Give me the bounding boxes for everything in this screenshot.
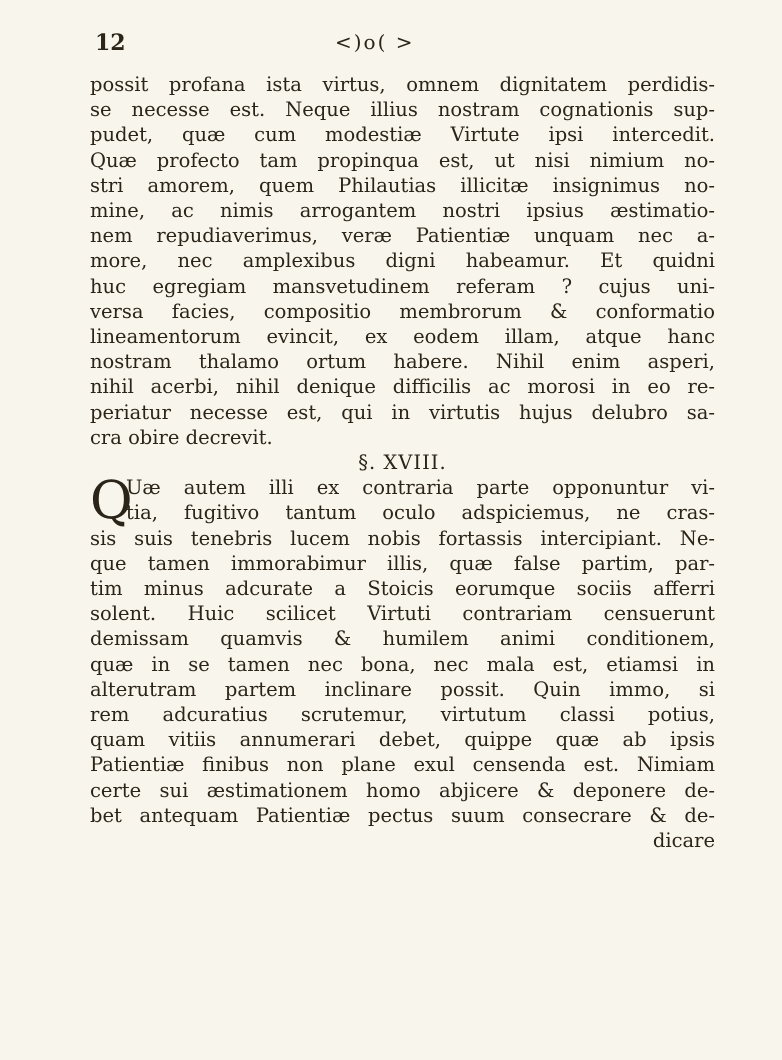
text-line: huc egregiam mansvetudinem referam ? cujus uni- xyxy=(90,274,715,298)
text-line: alterutram partem inclinare possit. Quin immo, si xyxy=(90,677,715,701)
text-line: certe sui æstimationem homo abjicere & deponere de- xyxy=(90,778,715,802)
body-text xyxy=(90,72,715,853)
text-line: quæ in se tamen nec bona, nec mala est, etiamsi in xyxy=(90,652,715,676)
text-line: quam vitiis annumerari debet, quippe quæ ab ipsis xyxy=(90,728,715,752)
text-line: bet antequam Patientiæ pectus suum consecrare & de- xyxy=(90,803,715,827)
text-line: sis suis tenebris lucem nobis fortassis intercipiant. Ne- xyxy=(90,526,715,550)
text-line: pudet, quæ cum modestiæ Virtute ipsi intercedit. xyxy=(90,123,715,147)
text-line: nem repudiaverimus, veræ Patientiæ unquam nec a- xyxy=(90,224,715,248)
catchword: dicare xyxy=(652,829,715,853)
text-line: mine, ac nimis arrogantem nostri ipsius æstimatio- xyxy=(90,199,715,223)
text-line: cra obire decrevit. xyxy=(90,425,273,449)
text-line: Patientiæ finibus non plane exul censenda est. Nimiam xyxy=(90,753,715,777)
text-line: nihil acerbi, nihil denique difficilis ac morosi in eo re- xyxy=(90,375,715,399)
paragraph-2-opening xyxy=(90,471,715,532)
text-line: nostram thalamo ortum habere. Nihil enim asperi, xyxy=(90,350,715,374)
drop-cap-lines xyxy=(90,471,715,532)
text-line: lineamentorum evincit, ex eodem illam, atque hanc xyxy=(90,325,715,349)
text-line: stri amorem, quem Philautias illicitæ insignimus no- xyxy=(90,173,715,197)
section-heading: §. XVIII. xyxy=(358,451,447,475)
text-line: Uæ autem illi ex contraria parte opponuntur vi- xyxy=(126,476,715,500)
text-line: rem adcuratius scrutemur, virtutum classi potius, xyxy=(90,703,715,727)
text-line: Quæ profecto tam propinqua est, ut nisi nimium no- xyxy=(90,148,715,172)
text-line: tim minus adcurate a Stoicis eorumque sociis afferri xyxy=(90,577,715,601)
text-line: periatur necesse est, qui in virtutis hujus delubro sa- xyxy=(90,400,715,424)
text-line: demissam quamvis & humilem animi conditionem, xyxy=(90,627,715,651)
page-header xyxy=(95,30,715,66)
text-line: possit profana ista virtus, omnem dignitatem perdidis- xyxy=(90,73,715,96)
text-line: que tamen immorabimur illis, quæ false partim, par- xyxy=(90,551,715,575)
drop-cap: Q xyxy=(90,471,133,532)
paragraph-1 xyxy=(90,72,715,450)
text-line: versa facies, compositio membrorum & conformatio xyxy=(90,299,715,323)
text-line: se necesse est. Neque illius nostram cognationis sup- xyxy=(90,98,715,122)
paragraph-2 xyxy=(90,526,715,828)
text-line: solent. Huic scilicet Virtuti contrariam censuerunt xyxy=(90,602,715,626)
page-number: 12 xyxy=(95,30,126,56)
header-ornament: <)o( > xyxy=(335,30,415,54)
text-line: more, nec amplexibus digni habeamur. Et quidni xyxy=(90,249,715,273)
text-line: tia, fugitivo tantum oculo adspiciemus, ne cras- xyxy=(126,501,715,525)
